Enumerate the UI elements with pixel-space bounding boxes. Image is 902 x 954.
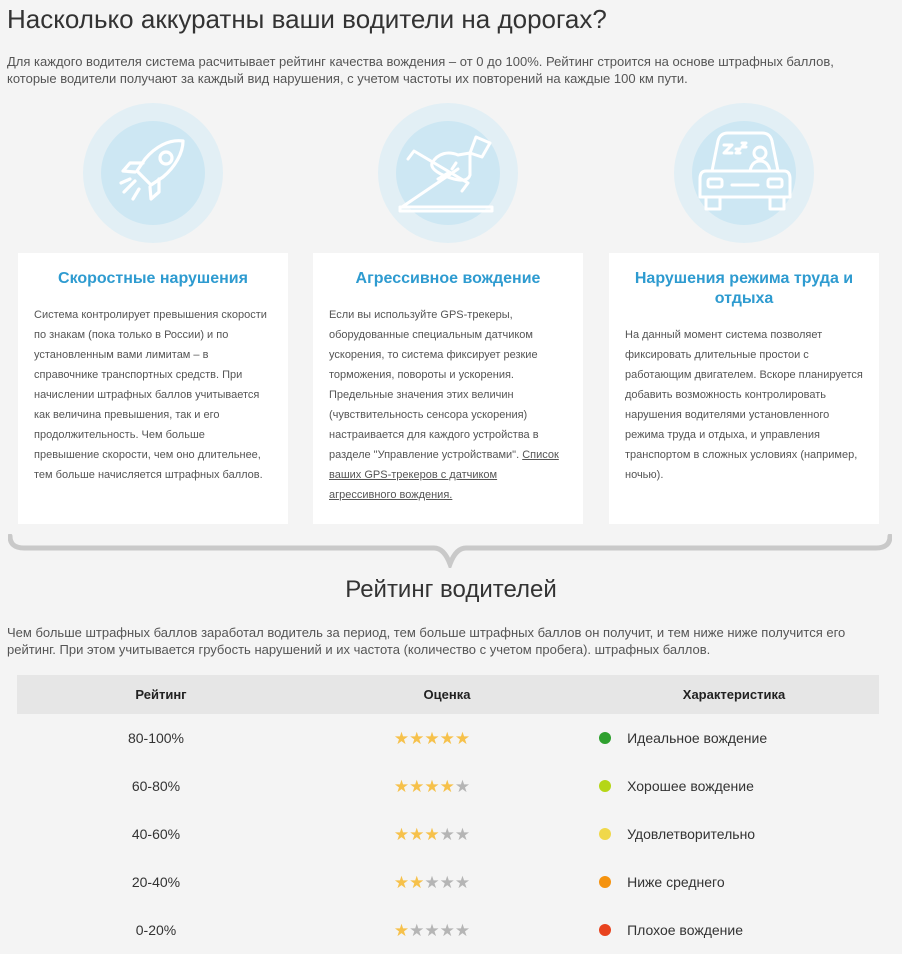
star-filled-icon: ★ xyxy=(454,728,471,748)
rating-table xyxy=(17,675,879,954)
card-title: Агрессивное вождение xyxy=(355,270,541,287)
star-filled-icon: ★ xyxy=(393,776,410,796)
card-title: Скоростные нарушения xyxy=(58,270,248,287)
status-dot-icon xyxy=(599,732,611,744)
star-empty-icon: ★ xyxy=(454,776,471,796)
column-header-score: Оценка xyxy=(423,687,471,702)
star-empty-icon: ★ xyxy=(424,920,440,940)
table-row xyxy=(17,762,879,810)
status-dot-icon xyxy=(599,780,611,792)
star-filled-icon: ★ xyxy=(393,728,410,748)
table-row xyxy=(17,858,879,906)
characteristic-label: Ниже среднего xyxy=(627,874,725,890)
characteristic xyxy=(569,874,879,890)
rating-description: Чем больше штрафных баллов заработал водитель за период, тем больше штрафных баллов он получит, и тем ниже ниже получится его рейтинг. При этом учитывается грубость нарушений и их частота (количество с учетом пробега). штрафных баллов. xyxy=(7,625,846,657)
brace-divider xyxy=(8,534,892,568)
status-dot-icon xyxy=(599,924,611,936)
table-row xyxy=(17,810,879,858)
characteristic xyxy=(569,826,879,842)
pedal-foot-icon xyxy=(398,123,498,223)
table-body xyxy=(17,714,879,954)
car-icon-circle xyxy=(674,103,814,243)
characteristic xyxy=(569,730,879,746)
rating-title: Рейтинг водителей xyxy=(345,576,557,603)
star-empty-icon: ★ xyxy=(439,872,455,892)
star-filled-icon: ★ xyxy=(393,872,410,892)
star-rating xyxy=(295,730,569,747)
star-empty-icon: ★ xyxy=(439,920,455,940)
table-header xyxy=(17,675,879,714)
page-title: Насколько аккуратны ваши водители на дорогах? xyxy=(7,4,607,34)
rating-range: 40-60% xyxy=(131,826,181,842)
star-filled-icon: ★ xyxy=(393,920,410,940)
card-work-rest-violations xyxy=(609,253,879,524)
card-body: На данный момент система позволяет фиксировать длительные простои с работающим двигателем. Вскоре планируется добавить возможность контролировать нарушения водителями установленного режима труда и отдыха, и управления транспортом в сложных условиях (например, ночью). xyxy=(625,329,863,481)
card-body xyxy=(329,305,567,505)
rating-range: 0-20% xyxy=(135,922,177,938)
star-rating xyxy=(295,922,569,939)
star-rating xyxy=(295,778,569,795)
characteristic xyxy=(569,778,879,794)
status-dot-icon xyxy=(599,828,611,840)
star-empty-icon: ★ xyxy=(409,920,425,940)
star-filled-icon: ★ xyxy=(409,776,425,796)
gps-trackers-link[interactable]: Список ваших GPS-трекеров с датчиком агрессивного вождения. xyxy=(329,449,559,501)
pedal-icon-circle xyxy=(378,103,518,243)
rocket-icon xyxy=(103,123,203,223)
star-empty-icon: ★ xyxy=(454,920,471,940)
card-speed-violations xyxy=(18,253,288,524)
card-title: Нарушения режима труда и отдыха xyxy=(634,270,854,307)
characteristic-label: Плохое вождение xyxy=(627,922,743,938)
star-rating xyxy=(295,826,569,843)
characteristic xyxy=(569,922,879,938)
characteristic-label: Удовлетворительно xyxy=(627,826,756,842)
rocket-icon-circle xyxy=(83,103,223,243)
status-dot-icon xyxy=(599,876,611,888)
star-filled-icon: ★ xyxy=(424,824,440,844)
star-empty-icon: ★ xyxy=(439,824,455,844)
star-empty-icon: ★ xyxy=(424,872,440,892)
rating-range: 20-40% xyxy=(131,874,181,890)
star-filled-icon: ★ xyxy=(409,728,425,748)
card-body: Система контролирует превышения скорости по знакам (пока только в России) и по установленным вами лимитам – в справочнике транспортных средств. При начислении штрафных баллов учитывается как величина превышения, так и его продолжительность. Чем больше превышение скорости, чем оно длительнее, тем больше начисляется штрафных баллов. xyxy=(34,309,267,481)
star-filled-icon: ★ xyxy=(409,824,425,844)
intro-text: Для каждого водителя система расчитывает рейтинг качества вождения – от 0 до 100%. Рейтинг строится на основе штрафных баллов, которые водители получают за каждый вид нарушения, с учетом частоты их повторений на каждые 100 км пути. xyxy=(7,54,834,86)
rating-range: 60-80% xyxy=(131,778,181,794)
card-aggressive-driving xyxy=(313,253,583,524)
column-header-rating: Рейтинг xyxy=(135,687,187,702)
star-filled-icon: ★ xyxy=(424,776,440,796)
characteristic-label: Идеальное вождение xyxy=(627,730,768,746)
star-empty-icon: ★ xyxy=(454,872,471,892)
star-filled-icon: ★ xyxy=(409,872,425,892)
star-filled-icon: ★ xyxy=(424,728,440,748)
star-empty-icon: ★ xyxy=(454,824,471,844)
column-header-characteristic: Характеристика xyxy=(682,687,786,702)
table-row xyxy=(17,714,879,762)
star-filled-icon: ★ xyxy=(439,728,455,748)
star-filled-icon: ★ xyxy=(393,824,410,844)
characteristic-label: Хорошее вождение xyxy=(627,778,754,794)
sleeping-driver-car-icon xyxy=(694,123,794,223)
star-filled-icon: ★ xyxy=(439,776,455,796)
star-rating xyxy=(295,874,569,891)
rating-range: 80-100% xyxy=(127,730,185,746)
card-body-text: Если вы используйте GPS-трекеры, оборудованные специальным датчиком ускорения, то система фиксирует резкие торможения, повороты и ускорения. Предельные значения этих величин (чувствительность сенсора ускорения) настраивается для каждого устройства в разделе "Управление устройствами". xyxy=(329,309,539,461)
